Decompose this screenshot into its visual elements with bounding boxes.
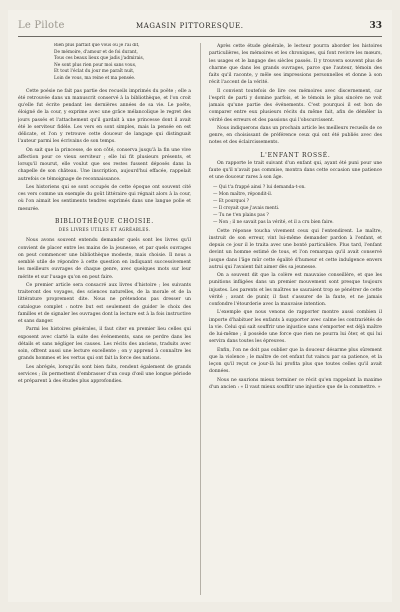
header-left-text: Le Pilote (18, 20, 65, 31)
paragraph: Cette poésie ne fait pas partie des recueils imprimés du poëte ; elle a été retrouvée dans un manuscrit conservé à la bibliothèque, et l'on croit qu'elle fut écrite pendant les dernières années de sa vie. Le poëte, éloigné de la cour, y exprime avec une grâce mélancolique le regret des jours passés et l'attachement qu'il gardait à une princesse dont il avait été le serviteur fidèle. Les vers en sont simples, mais la pensée en est délicate, et l'on y retrouve cette douceur de langage qui distinguait l'auteur parmi les écrivains de son temps. (18, 88, 191, 145)
paragraph: Nous ne saurions mieux terminer ce récit qu'en rappelant la maxime d'un ancien : « Il vaut mieux souffrir une injustice que de la commettre. » (209, 377, 382, 390)
dialogue-block (209, 184, 382, 226)
paragraph: On rapporte le trait suivant d'un enfant qui, ayant été puni pour une faute qu'il n'avait pas commise, montra dans cette occasion une patience et une douceur rares à son âge. (209, 160, 382, 181)
paragraph: Enfin, l'on ne doit pas oublier que la douceur désarme plus sûrement que la violence ; le maître de cet enfant fut vaincu par sa patience, et la leçon qu'il reçut ce jour-là lui profita plus que toutes celles qu'il avait données. (209, 347, 382, 375)
paragraph: On a souvent dit que la colère est mauvaise conseillère, et que les punitions infligées dans un premier mouvement sont presque toujours injustes. Les parents et les maîtres ne sauraient trop se pénétrer de cette vérité ; avant de punir, il faut s'assurer de la faute, et ne jamais confondre l'étourderie avec la mauvaise intention. (209, 273, 382, 307)
verse-line: Tous ces beaux lieux que jadis j'admirais, (54, 56, 145, 62)
verse-line: Rien plus parfait que vous ou je l'ai dit, (54, 43, 140, 48)
page-number: 33 (369, 21, 382, 31)
dialogue-line: — Qui t'a frappé ainsi ? lui demanda-t-on. (213, 184, 306, 190)
running-title: MAGASIN PITTORESQUE. (136, 22, 244, 30)
verse-line: Et tout l'éclat du jour me paraît nuit, (54, 69, 135, 75)
dialogue-line: — Tu ne t'en plains pas ? (213, 212, 269, 218)
verse-line: De mémoire, d'amour et de foi durant, (54, 49, 138, 55)
dialogue-line: — Il croyait que j'avais menti. (213, 205, 280, 211)
article-heading: L'ENFANT ROSSÉ. (260, 151, 331, 159)
paragraph: On sait que la princesse, de son côté, conserva jusqu'à la fin une vive affection pour ce vieux serviteur ; elle lui fit plusieurs présents, et lorsqu'il mourut, elle voulut que ses restes fussent déposés dans la chapelle de son château. Une inscription, aujourd'hui effacée, rappelait autrefois ce témoignage de reconnaissance. (18, 147, 191, 182)
dialogue-line: — Et pourquoi ? (213, 198, 249, 204)
paragraph: Nous indiquerons dans un prochain article les meilleurs recueils de ce genre, en choisissant de préférence ceux qui ont été publiés avec des notes et des éclaircissements. (209, 125, 382, 146)
paragraph: Il convient toutefois de lire ces mémoires avec discernement, car l'esprit de parti y domine parfois, et le témoin le plus sincère ne voit jamais qu'une partie des événements. C'est pourquoi il est bon de comparer entre eux plusieurs récits du même fait, afin de démêler la vérité des erreurs et des passions qui l'obscurcissent. (209, 88, 382, 123)
verse-line: Loin de vous, ma reine et ma pensée. (54, 75, 136, 81)
paragraph: Ce premier article sera consacré aux livres d'histoire ; les suivants traiteront des voyages, des sciences naturelles, de la morale et de la littérature proprement dite. Nous ne prétendons pas dresser un catalogue complet : notre but est seulement de guider le choix des familles et de signaler les ouvrages dont la lecture est à la fois instructive et sans danger. (18, 282, 191, 325)
section-heading: BIBLIOTHÈQUE CHOISIE. (54, 217, 155, 225)
column-divider (200, 43, 201, 595)
paragraph: Parmi les histoires générales, il faut citer en premier lieu celles qui exposent avec clarté la suite des événements, sans se perdre dans les détails et sans négliger les causes. Les récits des anciens, traduits avec soin, offrent aussi une lecture excellente ; on y apprend à connaître les grands hommes et les vertus qui ont fait la force des nations. (18, 327, 191, 362)
verse-block (18, 43, 191, 83)
page (8, 10, 392, 602)
page-header (18, 20, 382, 37)
paragraph: Cette réponse toucha vivement ceux qui l'entendirent. Le maître, instruit de son erreur, vint lui-même demander pardon à l'enfant, et depuis ce jour il le traita avec une bonté particulière. Plus tard, l'enfant devint un homme estimé de tous, et l'on remarqua qu'il avait conservé jusque dans l'âge mûr cette égalité d'humeur et cette indulgence envers autrui qui l'avaient fait aimer dès sa jeunesse. (209, 228, 382, 270)
left-column (18, 43, 191, 595)
paragraph: Les historiens qui se sont occupés de cette époque ont souvent cité ces vers comme un exemple du goût littéraire qui régnait alors à la cour, où l'on aimait les sentiments tendres exprimés dans une langue polie et mesurée. (18, 184, 191, 212)
paragraph: Nous avons souvent entendu demander quels sont les livres qu'il convient de placer entre les mains de la jeunesse, et par quels ouvrages on peut commencer une bibliothèque modeste, mais choisie. Il nous a semblé utile de répondre à cette question en indiquant successivement les meilleurs ouvrages de chaque genre, avec quelques mots sur leur mérite et sur l'usage qu'on en peut faire. (18, 238, 191, 280)
paragraph: Après cette étude générale, le lecteur pourra aborder les histoires particulières, les mémoires et les chroniques, qui font revivre les mœurs, les usages et le langage des siècles passés. Il y trouvera souvent plus de charme que dans les grands ouvrages, parce que l'auteur, témoin des faits qu'il raconte, y mêle ses impressions personnelles et donne à son récit l'accent de la vérité. (209, 44, 382, 86)
paragraph: Les abrégés, lorsqu'ils sont bien faits, rendent également de grands services ; ils permettent d'embrasser d'un coup d'œil une longue période et préparent à des études plus approfondies. (18, 364, 191, 385)
right-column (209, 43, 382, 595)
dialogue-line: — Non ; il ne savait pas la vérité, et il a cru bien faire. (213, 219, 334, 225)
dialogue-line: — Mon maître, répondit-il. (213, 191, 273, 197)
verse-line: Ne sont plus rien pour moi sans vous, (54, 62, 137, 68)
section-subheading: DES LIVRES UTILES ET AGRÉABLES. (58, 227, 151, 233)
paragraph: L'exemple que nous venons de rapporter montre aussi combien il importe d'habituer les enfants à supporter avec calme les contrariétés de la vie. Celui qui sait souffrir une injustice sans s'emporter est déjà maître de lui-même ; il possède une force que rien ne pourra lui ôter, et qui lui servira dans toutes les épreuves. (209, 310, 382, 345)
